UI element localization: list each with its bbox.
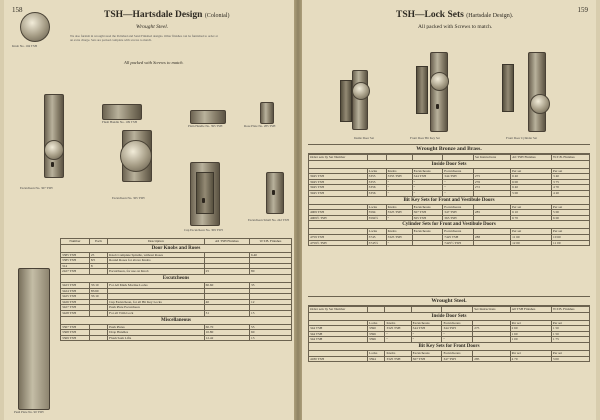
table-cell: Knob Complete Spindle, without Roses [108, 252, 205, 258]
table-cell: " [442, 331, 473, 337]
table-cell: 12.42 [204, 335, 249, 341]
table-cell: 3390 [368, 326, 385, 332]
knob-illustration-1 [352, 82, 370, 100]
section-title: Bit Key Sets for Front and Vestibule Doors [309, 196, 590, 204]
escutcheon-illustration-3 [528, 52, 546, 132]
table-cell: 3355 [367, 174, 386, 180]
table-row [61, 335, 292, 341]
right-page [302, 0, 596, 420]
table-cell: 1 60 [510, 331, 551, 337]
subheader-cell: Locks [367, 204, 386, 210]
plain-handle-illustration [190, 110, 226, 124]
page-subtitle-right: All packed with Screws to match. [418, 24, 493, 30]
escutcheon-caption: Escutcheon No. 307 TSH [20, 186, 53, 190]
table-cell: 6 40 [511, 174, 552, 180]
table-cell: 275 [473, 326, 510, 332]
header-cell: Order sets by Set Number [309, 307, 368, 313]
left-price-table [60, 238, 292, 341]
section-row [309, 312, 590, 320]
small-escutcheon-caption: Escutcheon Small No. 242 TSH [248, 218, 289, 222]
table-cell: " [411, 331, 442, 337]
subheader-cell: Per set [510, 320, 551, 326]
table-row [309, 356, 590, 362]
col-number: Number [61, 239, 90, 245]
table-cell: 3325 TSH [385, 356, 411, 362]
table-cell: 3425 TSH [61, 294, 90, 300]
table-cell: 3945 TSH [309, 174, 368, 180]
table-cell: 365 TSH [443, 215, 474, 221]
escutcheon-illustration-2 [430, 52, 448, 132]
section-title: Cylinder Sets for Front and Vestibule Doors [309, 221, 590, 229]
table-cell: 3385 TSH [61, 252, 90, 258]
table-cell: 1 00 [510, 337, 551, 343]
table-cell: 2427 TSH [61, 269, 90, 275]
table-cell: 15 [250, 310, 292, 316]
table-cell: " [412, 185, 443, 191]
table-cell: 347 TSH [443, 210, 474, 216]
subheader-cell: Locks [367, 168, 386, 174]
lockset-caption-2: Front Door Bit Key Set [410, 136, 440, 140]
section-heading-row [61, 316, 292, 324]
table-cell: For All Mark Mortise Locks [108, 282, 205, 288]
table-cell: " [412, 190, 443, 196]
table-cell: 2 60 [510, 326, 551, 332]
table-cell: 344 TSH [443, 174, 474, 180]
table-cell: " [386, 190, 412, 196]
cup-recess-illustration [196, 172, 214, 214]
table-cell: 35/10 [89, 282, 107, 288]
table-cell [89, 335, 107, 341]
cup-escutcheon-caption: Cup Escutcheon No. 309 TSH [184, 228, 223, 232]
page-subtitle: Wrought Steel. [136, 24, 169, 30]
subheader-cell: Per set [551, 320, 589, 326]
keyhole-icon-2 [202, 198, 205, 203]
subheader-cell: Escutcheons [443, 168, 474, 174]
knob-illustration [20, 12, 50, 42]
section-title: Inside Door Sets [309, 312, 590, 320]
table-cell: 3355 TSH [386, 174, 412, 180]
subheader-cell: Escutcheons [412, 229, 443, 235]
table-cell: 60 [250, 330, 292, 336]
table-cell: 10.80 [204, 330, 249, 336]
table-cell: 11 00 [552, 240, 590, 246]
table-cell: 4009 TSH [309, 210, 368, 216]
knob-illustration-2 [430, 72, 449, 91]
header-cell: Order sets by Set Number [309, 155, 368, 161]
subheader-cell: Per set [511, 229, 552, 235]
table-cell: 4759 TSH [309, 234, 368, 240]
subheader-cell: Escutcheons [411, 350, 442, 356]
table-cell: 344 TSH [442, 326, 473, 332]
table-cell: 288 [473, 234, 510, 240]
table-cell: 5 00 [511, 190, 552, 196]
table-cell: 3428 TSH [61, 310, 90, 316]
table-cell: 60.70 [204, 324, 249, 330]
table-cell: 3325 TSH [385, 326, 411, 332]
subheader-cell: Locks [368, 320, 385, 326]
table-row [309, 240, 590, 246]
right-price-table-bronze [308, 154, 590, 246]
section-title: Inside Door Sets [309, 160, 590, 168]
table-cell: 285 [473, 356, 510, 362]
page-title: TSH—Hartsdale Design (Colonial) [104, 10, 230, 20]
table-cell: 3745 [367, 234, 386, 240]
lockset-caption-1: Inside Door Set [354, 136, 375, 140]
table-cell: 3745½ [367, 240, 386, 246]
rose-caption: Rose Plate No. 285 TSH [244, 124, 276, 128]
table-cell: Push Plate Escutcheon [108, 305, 205, 311]
table-cell: 11 60 [511, 234, 552, 240]
table-cell: 367 TSH [412, 210, 443, 216]
subheader-cell: Per set [552, 229, 590, 235]
col-tsh: All TSH Finishes [204, 239, 249, 245]
section-row [309, 196, 590, 204]
table-cell: 344 TSH [309, 337, 368, 343]
table-cell: " [386, 215, 412, 221]
subheader-cell: Escutcheons [442, 350, 473, 356]
keyhole-icon-3 [272, 190, 275, 195]
table-cell: 3325 TSH [386, 210, 412, 216]
table-cell: 3396 [368, 331, 385, 337]
table-cell: " [412, 179, 443, 185]
table-cell: 3594 [368, 356, 385, 362]
push-plate-caption: Push Plate No. 90 TSH [14, 410, 44, 414]
table-cell: 3594½ [367, 215, 386, 221]
table-cell: " [442, 337, 473, 343]
table-cell: " [386, 185, 412, 191]
table-cell: 344 TSH [309, 326, 368, 332]
escutcheon2-caption: Escutcheon No. 305 TSH [112, 196, 145, 200]
table-cell: Drop Handles [108, 330, 205, 336]
keyhole-icon-4 [436, 104, 439, 109]
subheader-cell: Per set [510, 350, 551, 356]
subheader-cell: Per set [551, 350, 589, 356]
table-cell: 8 [89, 263, 107, 269]
knob-illustration-3 [530, 94, 550, 114]
col-wtb: W.T.B. Finishes [250, 239, 292, 245]
table-cell: 40 [204, 299, 249, 305]
table-cell: Escutcheon, for use on Knob [108, 269, 205, 275]
table-cell: 3427 TSH [61, 305, 90, 311]
table-cell: 10 60 [552, 234, 590, 240]
table-cell: 31 [204, 310, 249, 316]
col-each: Each [89, 239, 107, 245]
table-cell: 4 70 [510, 356, 551, 362]
table-cell: 3369 TSH [61, 335, 90, 341]
table-cell: 35 [250, 282, 292, 288]
header-cell: All TSH Finishes [510, 307, 551, 313]
table-cell: 60.60 [204, 282, 249, 288]
table-cell: Cup Escutcheon, for all Bit Key Locks [108, 299, 205, 305]
section-title: Bit Key Sets for Front Doors [309, 342, 590, 350]
table-cell: Push Plates [108, 324, 205, 330]
table-cell: 1 50 [551, 326, 589, 332]
right-price-table-steel [308, 306, 590, 362]
table-cell: 7425 TSH [443, 234, 474, 240]
table-cell: 3945 TSH [309, 179, 368, 185]
escutcheon-knob-illustration [44, 140, 64, 160]
table-cell: 3368 TSH [61, 330, 90, 336]
section-heading: Escutcheons [61, 274, 292, 282]
escutcheon-plate-illustration [44, 94, 64, 178]
subheader-cell: Knobs [386, 168, 412, 174]
table-cell: 3325 TSH [386, 234, 412, 240]
table-cell: " [411, 337, 442, 343]
subheader-cell: Escutcheons [443, 229, 474, 235]
subheader-cell: Locks [367, 229, 386, 235]
table-cell: 80 [250, 269, 292, 275]
table-cell: 3 75 [552, 179, 590, 185]
table-cell: 347 TSH [442, 356, 473, 362]
table-cell: 3356 [367, 185, 386, 191]
table-cell: 6 70 [511, 215, 552, 221]
small-escutcheon-illustration [266, 172, 284, 214]
table-cell: 25 [89, 252, 107, 258]
subheader-cell: Escutcheons [411, 320, 442, 326]
table-cell: Round Roses for above Knobs [108, 258, 205, 264]
table-cell: 55 [250, 324, 292, 330]
cup-knob-illustration [120, 140, 152, 172]
table-cell: 3385 TSH [61, 258, 90, 264]
subheader-cell: Knobs [385, 320, 411, 326]
table-cell: 1 50 [551, 331, 589, 337]
table-cell: 285 [473, 210, 510, 216]
subheader-cell: Per set [511, 168, 552, 174]
table-cell [473, 240, 510, 246]
table-cell: 25 [204, 269, 249, 275]
section-row [309, 221, 590, 229]
table-cell: 3 40 [552, 174, 590, 180]
table-cell: 5 00 [552, 210, 590, 216]
table-cell: 4759½ TSH [309, 240, 368, 246]
escutcheon-illustration-1 [352, 70, 368, 130]
table-cell: 35/10 [89, 294, 107, 300]
header-cell: Set Instructions [473, 155, 510, 161]
table-cell: " [385, 331, 411, 337]
table-cell: 3945 TSH [309, 190, 368, 196]
subheader-cell: Knobs [386, 204, 412, 210]
table-cell: 314 [61, 263, 90, 269]
section-heading: Miscellaneous [61, 316, 292, 324]
subheader-cell: Per set [552, 204, 590, 210]
table-cell [412, 240, 443, 246]
table-cell: 3355 [367, 179, 386, 185]
col-description: Description [108, 239, 205, 245]
subheader-cell: Per set [511, 204, 552, 210]
table-cell: 276 [473, 179, 510, 185]
packed-note: All packed with Screws to match. [124, 60, 184, 65]
table-cell: 7425½ TSH [443, 240, 474, 246]
page-number: 158 [12, 6, 23, 14]
rose-plate-illustration [260, 102, 274, 124]
table-cell: 85/60 [89, 288, 107, 294]
table-cell: 3424 TSH [61, 288, 90, 294]
table-cell: 3426 TSH [61, 299, 90, 305]
table-cell: 344 TSH [411, 326, 442, 332]
table-cell: 4 20 [552, 190, 590, 196]
table-cell: 1 75 [551, 337, 589, 343]
knob-caption: Knob No. 104 TSH [12, 44, 37, 48]
band-steel: Wrought Steel. [308, 296, 590, 306]
intro-paragraph: We also furnish in wrought steel the Polished and Sand Finished designs. Other finishes can be furnished to order at an extra charge. Sets are packed complete with screws to match. [70, 34, 218, 42]
section-heading: Door Knobs and Roses [61, 244, 292, 252]
section-row [309, 342, 590, 350]
table-cell: " [386, 240, 412, 246]
lock-body-illustration-3 [502, 64, 514, 112]
table-cell: 12 00 [511, 240, 552, 246]
table-cell: Flush Sash Lifts [108, 335, 205, 341]
push-plate-illustration [18, 268, 50, 410]
table-cell: 8/5 [89, 258, 107, 264]
table-cell: 3945 TSH [309, 185, 368, 191]
page-title-right: TSH—Lock Sets (Hartsdale Design). [396, 10, 514, 20]
table-cell: 3356 [367, 190, 386, 196]
subheader-cell: Knobs [386, 229, 412, 235]
subheader-cell: Escutcheons [442, 320, 473, 326]
table-cell: 3 00 [551, 356, 589, 362]
table-cell: 6 10 [511, 210, 552, 216]
subheader-cell: Locks [368, 350, 385, 356]
table-cell: 4 70 [552, 185, 590, 191]
table-cell: 6.40 [250, 252, 292, 258]
table-cell: 344 TSH [309, 331, 368, 337]
table-cell: 4180 TSH [309, 356, 368, 362]
flush-handle-caption: Flush Handle No. 109 TSH [102, 120, 137, 124]
table-cell: 367 TSH [411, 356, 442, 362]
header-cell: Set Instructions [473, 307, 510, 313]
section-heading-row [61, 274, 292, 282]
lockset-caption-3: Front Door Cylinder Set [506, 136, 538, 140]
table-cell: " [443, 185, 474, 191]
table-cell: 272 [473, 185, 510, 191]
table-cell: 12 [250, 299, 292, 305]
table-cell: 4009½ TSH [309, 215, 368, 221]
table-cell: " [386, 179, 412, 185]
plain-handle-caption: Plain Handle No. 395 TSH [188, 124, 223, 128]
table-cell: 3423 TSH [61, 282, 90, 288]
table-cell: 6 40 [511, 185, 552, 191]
header-cell: All TSH Finishes [511, 155, 552, 161]
table-cell: 3396 [368, 337, 385, 343]
table-cell: 3367 TSH [61, 324, 90, 330]
subheader-cell: Knobs [385, 350, 411, 356]
keyhole-icon [51, 162, 54, 167]
section-heading-row [61, 244, 292, 252]
page-number-right: 159 [577, 6, 588, 14]
table-cell: 6 00 [552, 215, 590, 221]
table-cell: 3594 [367, 210, 386, 216]
band-bronze: Wrought Bronze and Brass. [308, 144, 590, 154]
flush-handle-illustration [102, 104, 142, 120]
table-cell: 365 TSH [412, 215, 443, 221]
table-cell: 13 [250, 335, 292, 341]
subheader-cell: Escutcheons [443, 204, 474, 210]
lock-body-illustration-2 [416, 66, 428, 114]
section-row [309, 160, 590, 168]
table-cell: 275 [473, 174, 510, 180]
table-cell: " [385, 337, 411, 343]
subheader-cell: Per set [552, 168, 590, 174]
left-page [4, 0, 294, 420]
header-cell: W.T.B. Finishes [552, 155, 590, 161]
table-cell: For all Trim Lock [108, 310, 205, 316]
lock-body-illustration-1 [340, 80, 352, 122]
table-cell: 344 TSH [412, 174, 443, 180]
subheader-cell: Escutcheons [412, 204, 443, 210]
table-cell: " [443, 179, 474, 185]
subheader-cell: Escutcheons [412, 168, 443, 174]
table-cell: " [443, 190, 474, 196]
header-cell: W.T.B. Finishes [551, 307, 589, 313]
table-cell: 6 00 [511, 179, 552, 185]
